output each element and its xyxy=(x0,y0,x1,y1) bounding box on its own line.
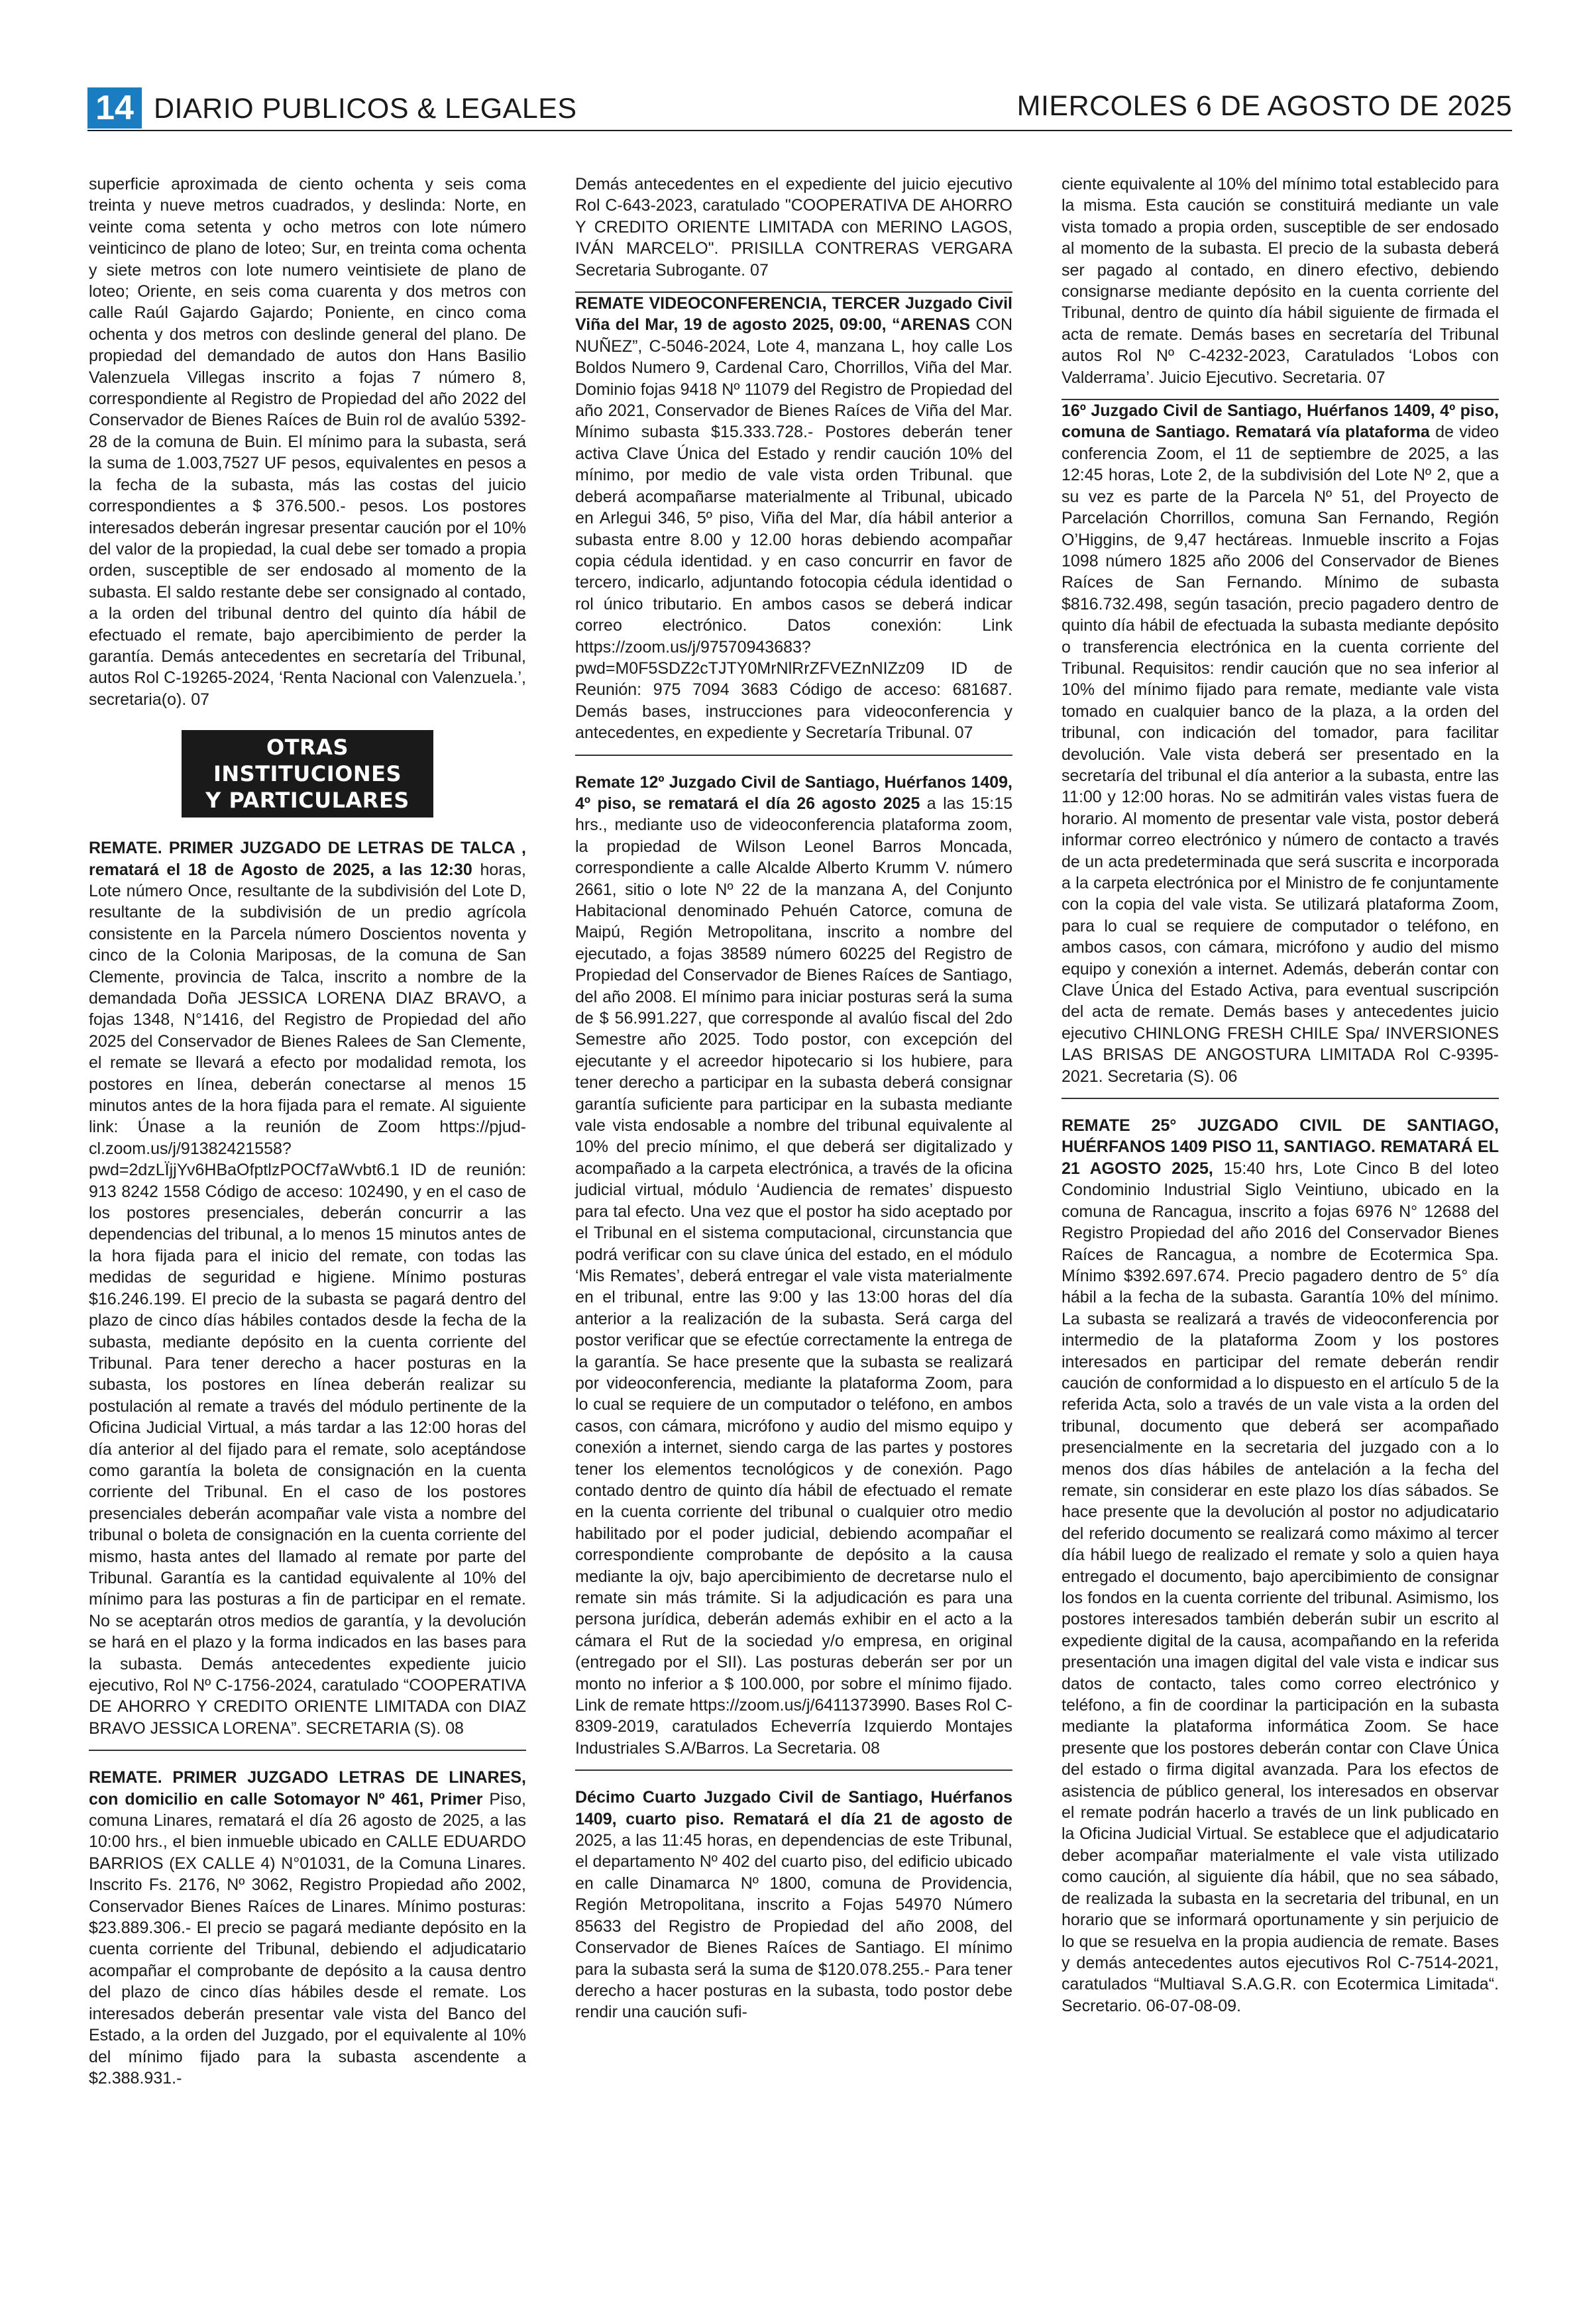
publication-name: DIARIO PUBLICOS & LEGALES xyxy=(154,93,577,125)
legal-notice xyxy=(575,293,1012,756)
section-banner-line2: Y PARTICULARES xyxy=(205,788,409,814)
legal-notice xyxy=(575,772,1012,1771)
notice-body: CON NUÑEZ”, C-5046-2024, Lote 4, manzana L, hoy calle Los Boldos Numero 9, Cardenal Caro, Chorrillos, Viña del Mar. Dominio fojas 9418 Nº 11079 del Registro de Propiedad del año 2021, Conservador de Bienes Raíces de Viña del Mar. Mínimo subasta $15.333.728.- Postores deberán tener activa Clave Única del Estado y rendir caución 10% del mínimo, por medio de vale vista orden Tribunal. que deberá acompañarse materialmente al Tribunal, ubicado en Arlegui 346, 5º piso, Viña del Mar, día hábil anterior a subasta entre 8.00 y 12.00 horas debiendo acompañar copia cédula identidad. y en caso concurrir en favor de tercero, indicarlo, adjuntando fotocopia cédula identidad o rol único tributario. En ambos casos se deberá indicar correo electrónico. Datos conexión: Link https://zoom.us/j/97570943683?pwd=M0F5SDZ2cTJTY0MrNlRrZFVEZnNIZz09 ID de Reunión: 975 7094 3683 Código de acceso: 681687. Demás bases, instrucciones para videoconferencia y antecedentes, en expediente y Secretaría Tribunal. 07 xyxy=(575,315,1013,743)
notice-body: de video conferencia Zoom, el 11 de septiembre de 2025, a las 12:45 horas, Lote 2, de la subdivisión del Lote Nº 2, que a su vez es parte de la Parcela Nº 51, del Proyecto de Parcelación Chorrillos, comuna San Fernando, Región O’Higgins, de 9,47 hectáreas. Inmueble inscrito a Fojas 1098 número 1825 año 2006 del Conservador de Bienes Raíces de San Fernando. Mínimo de subasta $816.732.498, según tasación, precio pagadero dentro de quinto día hábil de efectuada la subasta mediante depósito o transferencia electrónica en la cuenta corriente del Tribunal. Requisitos: rendir caución que no sea inferior al 10% del mínimo fijado para remate, mediante vale vista tomado en cualquier banco de la plaza, a la orden del tribunal, con indicación del tomador, para facilitar devolución. Vale vista deberá ser presentado en la secretaría del tribunal el día anterior a la subasta, entre las 11:00 y 12:00 horas. No se admitirán vales vistas fuera de horario. Al momento de presentar vale vista, postor deberá informar correo electrónico y número de contacto a través de un acta predeterminada que será suscrita e incorporada a la carpeta electrónica por el Ministro de fe conjuntamente con la copia del vale vista. Se utilizará plataforma Zoom, para lo cual se requiere de computador o teléfono, en ambos casos, con cámara, micrófono y audio del mismo equipo y conexión a internet. Además, deberán contar con Clave Única del Estado Activa, para eventual suscripción del acta de remate. Demás bases y antecedentes juicio ejecutivo CHINLONG FRESH CHILE Spa/ INVERSIONES LAS BRISAS DE ANGOSTURA LIMITADA Rol C-9395-2021. Secretaria (S). 06 xyxy=(1062,423,1499,1086)
continued-notice: superficie aproximada de ciento ochenta y seis coma treinta y nueve metros cuadrados, y deslinda: Norte, en veinte coma setenta y ocho metros con lote número veinticinco de plano de loteo; Sur, en treinta coma ochenta y siete metros con lote numero veintisiete de plano de loteo; Oriente, en seis coma cuarenta y dos metros con calle Raúl Gajardo Gajardo; Poniente, en cinco coma ochenta y dos metros con deslinde general del plano. De propiedad del demandado de autos don Hans Basilio Valenzuela Villegas inscrito a fojas 7 número 8, correspondiente al Registro de Propiedad del año 2022 del Conservador de Bienes Raíces de Buin rol de avalúo 5392-28 de la comuna de Buin. El mínimo para la subasta, será la suma de 1.003,7527 UF pesos, equivalentes en pesos a la fecha de la subasta, más las costas del juicio correspondientes a $ 376.500.- pesos. Los postores interesados deberán ingresar presentar caución por el 10% del valor de la propiedad, la cual debe ser tomado a propia orden, susceptible de ser endosado al momento de la subasta. El saldo restante debe ser consignado al contado, a la orden del tribunal dentro del quinto día hábil de efectuado el remate, bajo apercibimiento de perder la garantía. Demás antecedentes en secretaría del Tribunal, autos Rol C-19265-2024, ‘Renta Nacional con Valenzuela.’, secretaria(o). 07 xyxy=(89,175,526,709)
notice-title: 16º Juzgado Civil de Santiago, Huérfanos 1409, 4º piso, comuna de Santiago. Rematará vía plataforma xyxy=(1062,401,1499,442)
section-banner-line1: OTRAS INSTITUCIONES xyxy=(213,735,402,787)
page-header xyxy=(87,85,1512,126)
notice-body: 15:40 hrs, Lote Cinco B del loteo Condominio Industrial Siglo Veintiuno, ubicado en la comuna de Rancagua, inscrito a fojas 6976 N° 12688 del Registro Propiedad del año 2016 del Conservador Bienes Raíces de Rancagua, a nombre de Ecotermica Spa. Mínimo $392.697.674. Precio pagadero dentro de 5° día hábil a la fecha de la subasta. Garantía 10% del mínimo. La subasta se realizará a través de videoconferencia por intermedio de la plataforma Zoom y los postores interesados en participar del remate deberán rendir caución de conformidad a lo dispuesto en el artículo 5 de la referida Acta, solo a través de un vale vista a la orden del tribunal, documento que deberá ser acompañado presencialmente en la secretaria del juzgado con a lo menos dos días hábiles de antelación a la fecha del remate, sin considerar en este plazo los días sábados. Se hace presente que la devolución al postor no adjudicatario del referido documento se realizará como máximo al tercer día hábil luego de realizado el remate y solo a quien haya entregado el documento, bajo apercibimiento de consignar los fondos en la cuenta corriente del tribunal. Asimismo, los postores interesados también deberán subir un escrito al expediente digital de la causa, acompañando en la referida presentación una imagen digital del vale vista e indicar sus datos de contacto, tales como correo electrónico y teléfono, a fin de coordinar la participación en la subasta mediante la plataforma informática Zoom. Se hace presente que los postores deberán contar con Clave Única del estado o firma digital avanzada. Para los efectos de asistencia de público general, los interesados en observar el remate podrán hacerlo a través de un link publicado en la Oficina Judicial Virtual. Se establece que el adjudicatario deber acompañar materialmente el vale vista utilizado como caución, al siguiente día hábil, que no sea sábado, de realizada la subasta en la secretaria del tribunal, en un horario que se informará oportunamente y sin perjuicio de lo que se resuelva en la propia audiencia de remate. Bases y demás antecedentes autos ejecutivos Rol C-7514-2021, caratulados “Multiaval S.A.G.R. con Ecotermica Limitada“. Secretario. 06-07-08-09. xyxy=(1062,1159,1499,2015)
notice-title: REMATE VIDEOCONFERENCIA, TERCER Juzgado Civil Viña del Mar, 19 de agosto 2025, 09:00, “ARENAS xyxy=(575,294,1012,335)
notice-body: horas, Lote número Once, resultante de la subdivisión del Lote D, resultante de la subdivisión de un predio agrícola consistente en la Parcela número Doscientos noventa y cinco de la Colonia Mariposas, de la comuna de San Clemente, provincia de Talca, inscrito a nombre de la demandada Doña JESSICA LORENA DIAZ BRAVO, a fojas 1348, N°1416, del Registro de Propiedad del año 2025 del Conservador de Bienes Ralees de San Clemente, el remate se llevará a efecto por modalidad remota, los postores en línea, deberán conectarse al menos 15 minutos antes de la hora fijada para el remate. Al siguiente link: Únase a la reunión de Zoom https://pjud-cl.zoom.us/j/91382421558?pwd=2dzLÏjjYv6HBaOfptlzPOCf7aWvbt6.1 ID de reunión: 913 8242 1558 Código de acceso: 102490, y en el caso de los postores presenciales, deberán concurrir a las dependencias del tribunal, a lo menos 15 minutos antes de la hora fijada para el inicio del remate, con todas las medidas de seguridad e higiene. Mínimo posturas $16.246.199. El precio de la subasta se pagará dentro del plazo de cinco días hábiles contados desde la fecha de la subasta, mediante depósito en la cuenta corriente del Tribunal. Para tener derecho a hacer posturas en la subasta, los postores en línea deberán realizar su postulación al remate a través del módulo pertinente de la Oficina Judicial Virtual, a más tardar a las 12:00 horas del día anterior al del fijado para el remate, solo aceptándose como garantía la boleta de consignación en la cuenta corriente del Tribunal. En el caso de los postores presenciales deberán acompañar vale vista a nombre del tribunal o boleta de consignación en la cuenta corriente del mismo, hasta antes del llamado al remate por parte del Tribunal. Garantía es la cantidad equivalente al 10% del mínimo para las posturas a fin de participar en el remate. No se aceptarán otros medios de garantía, y la devolución se hará en el plazo y la forma indicados en las bases para la subasta. Demás antecedentes expediente juicio ejecutivo, Rol Nº C-1756-2024, caratulado “COOPERATIVA DE AHORRO Y CREDITO ORIENTE LIMITADA con DIAZ BRAVO JESSICA LORENA”. SECRETARIA (S). 08 xyxy=(89,860,526,1738)
legal-notice xyxy=(575,1787,1012,2033)
legal-notice xyxy=(1062,1115,1499,2027)
notice-title: Remate 12º Juzgado Civil de Santiago, Huérfanos 1409, 4º piso, se rematará el día 26 agosto 2025 xyxy=(575,772,1012,813)
continued-notice: Demás antecedentes en el expediente del juicio ejecutivo Rol C-643-2023, caratulado "COOPERATIVA DE AHORRO Y CREDITO ORIENTE LIMITADA con MERINO LAGOS, IVÁN MARCELO". PRISILLA CONTRERAS VERGARA Secretaria Subrogante. 07 xyxy=(575,174,1012,293)
legal-notice xyxy=(89,1767,526,2099)
page-number: 14 xyxy=(87,87,142,129)
column-2 xyxy=(575,174,1012,2050)
notice-title: REMATE. PRIMER JUZGADO DE LETRAS DE TALCA , rematará el 18 de Agosto de 2025, a las 12:30 xyxy=(89,839,526,879)
section-banner xyxy=(182,730,433,818)
continued-notice: ciente equivalente al 10% del mínimo total establecido para la misma. Esta caución se constituirá mediante un vale vista tomado a propia orden, susceptible de ser endosado al momento de la subasta. El precio de la subasta deberá ser pagado al contado, en dinero efectivo, debiendo consignarse mediante depósito en la cuenta corriente del Tribunal, dentro de quinto día hábil siguiente de firmada el acta de remate. Demás bases en secretaría del Tribunal autos Rol Nº C-4232-2023, Caratulados ‘Lobos con Valderrama’. Juicio Ejecutivo. Secretaria. 07 xyxy=(1062,174,1499,400)
notice-title: REMATE. PRIMER JUZGADO LETRAS DE LINARES, con domicilio en calle Sotomayor Nº 461, Primer xyxy=(89,1768,526,1809)
notice-body: 2025, a las 11:45 horas, en dependencias de este Tribunal, el departamento Nº 402 del cuarto piso, del edificio ubicado en calle Dinamarca Nº 1800, comuna de Providencia, Región Metropolitana, inscrito a Fojas 54970 Número 85633 del Registro de Propiedad del año 2008, del Conservador de Bienes Raíces de Santiago. El mínimo para la subasta será la suma de $120.078.255.- Para tener derecho a hacer posturas en la subasta, todo postor debe rendir una caución sufi- xyxy=(575,1831,1012,2022)
notice-body: Piso, comuna Linares, rematará el día 26 agosto de 2025, a las 10:00 hrs., el bien inmueble ubicado en CALLE EDUARDO BARRIOS (EX CALLE 4) N°01031, de la Comuna Linares. Inscrito Fs. 2176, Nº 3062, Registro Propiedad año 2002, Conservador Bienes Raíces de Linares. Mínimo posturas: $23.889.306.- El precio se pagará mediante depósito en la cuenta corriente del Tribunal, debiendo el adjudicatario acompañar el comprobante de depósito a la causa dentro del plazo de cinco días hábiles desde el remate. Los interesados deberán presentar vale vista del Banco del Estado, a la orden del Juzgado, por el equivalente al 10% del mínimo fijado para la subasta ascendente a $2.388.931.- xyxy=(89,1789,526,2087)
header-divider xyxy=(87,130,1512,131)
column-3 xyxy=(1062,174,1499,2043)
legal-notice xyxy=(89,837,526,1751)
notice-title: REMATE 25° JUZGADO CIVIL DE SANTIAGO, HUÉRFANOS 1409 PISO 11, SANTIAGO. REMATARÁ EL 21 AGOSTO 2025, xyxy=(1062,1116,1499,1178)
column-1 xyxy=(89,174,526,2115)
notice-body: a las 15:15 hrs., mediante uso de videoconferencia plataforma zoom, la propiedad de Wilson Leonel Barros Moncada, correspondiente a calle Alcalde Alberto Krumm V. número 2661, sitio o lote Nº 22 de la manzana A, del Conjunto Habitacional denominado Pehuén Catorce, comuna de Maipú, Región Metropolitana, inscrito a nombre del ejecutado, a fojas 38589 número 60225 del Registro de Propiedad del Conservador de Bienes Raíces de Santiago, del año 2008. El mínimo para iniciar posturas será la suma de $ 56.991.227, que corresponde al avalúo fiscal del 2do Semestre año 2025. Todo postor, con excepción del ejecutante y el acreedor hipotecario si los hubiere, para tener derecho a participar en la subasta deberá consignar garantía suficiente para participar en la subasta mediante vale vista endosable a nombre del tribunal equivalente al 10% del precio mínimo, el que deberá ser digitalizado y acompañado a la carpeta electrónica, a través de la oficina judicial virtual, módulo ‘Audiencia de remates’ dispuesto para tal efecto. Una vez que el postor ha sido aceptado por el Tribunal en el sistema computacional, circunstancia que podrá verificar con su clave única del estado, en el módulo ‘Mis Remates’, deberá entregar el vale vista materialmente en el tribunal, entre las 9:00 y las 13:00 horas del día anterior a la realización de la subasta. Será carga del postor verificar que se efectúe correctamente la entrega de la garantía. Se hace presente que la subasta se realizará por videoconferencia, mediante la plataforma Zoom, para lo cual se requiere de un computador o teléfono, en ambos casos, con cámara, micrófono y audio del mismo equipo y conexión a internet, siendo carga de las partes y postores tener los elementos tecnológicos y de conexión. Pago contado dentro de quinto día hábil de efectuado el remate en la cuenta corriente del tribunal o cualquier otro medio habilitado por el poder judicial, debiendo acompañar el correspondiente comprobante de depósito a la causa mediante la ojv, bajo apercibimiento de decretarse nulo el remate sin más trámite. Si la adjudicación es para una persona jurídica, deberán además exhibir en el acto a la cámara el Rut de la sociedad y/o empresa, en original (entregado por el SII). Las posturas deberán ser por un monto no inferior a $ 100.000, por sobre el mínimo fijado. Link de remate https://zoom.us/j/6411373990. Bases Rol C-8309-2019, caratulados Echeverría Izquierdo Montajes Industriales S.A/Barros. La Secretaria. 08 xyxy=(575,794,1013,1758)
legal-notice xyxy=(1062,400,1499,1099)
notice-title: Décimo Cuarto Juzgado Civil de Santiago, Huérfanos 1409, cuarto piso. Rematará el día 21 de agosto de xyxy=(575,1788,1012,1828)
publication-date: MIERCOLES 6 DE AGOSTO DE 2025 xyxy=(1016,90,1512,122)
